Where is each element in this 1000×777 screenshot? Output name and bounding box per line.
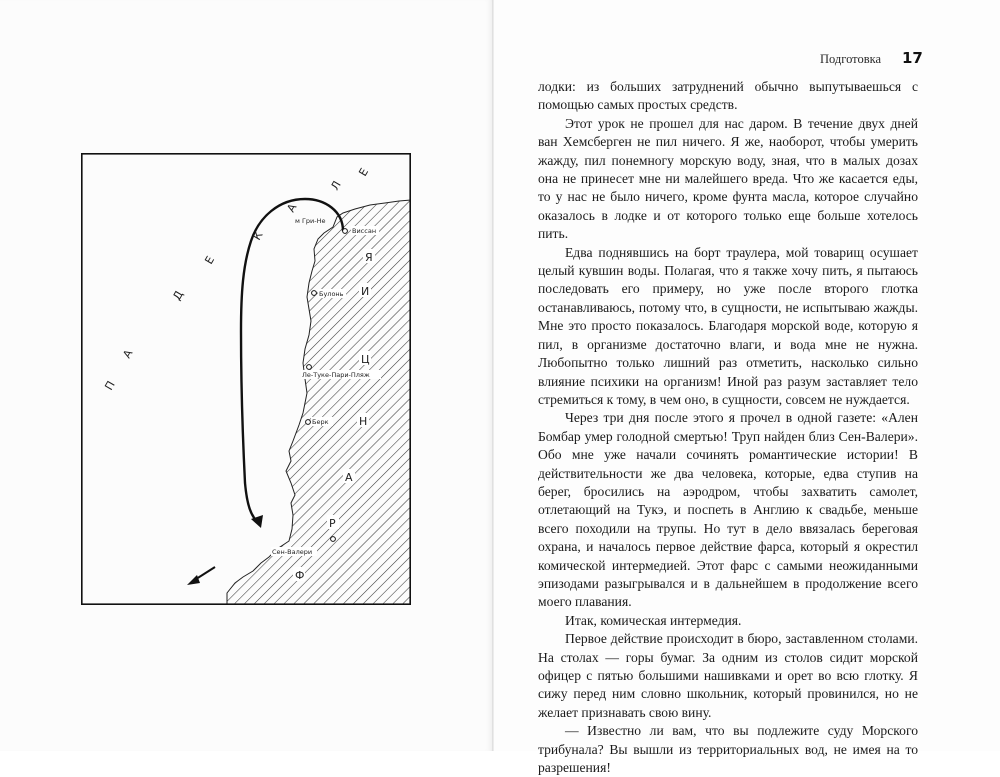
- label-saint-valery: Сен-Валери: [272, 548, 313, 556]
- land-letter: Р: [329, 517, 336, 530]
- paragraph: Первое действие происходит в бюро, заставленном столами. На столах — горы бумаг. За одним из столов сидит морской офицер с пятью большими нашивками и орет во всю глотку. Я сижу перед ним словно школьник, который провинился, но не желает признавать свою вину.: [538, 631, 918, 720]
- label-boulogne: Булонь: [319, 290, 344, 298]
- france-land: [227, 200, 411, 605]
- book-gutter: [492, 0, 494, 751]
- label-gris-nez: м Гри-Не: [295, 217, 326, 225]
- paragraph: Итак, комическая интермедия.: [565, 612, 742, 628]
- paragraph: Этот урок не прошел для нас даром. В течение двух дней ван Хемсберген не пил ничего. Я же, наоборот, чтобы умерить жажду, пил понемногу морскую воду, зная, что в малых дозах она не принесет мне ни малейшего вреда. Что же касается еды, то у нас не было ничего, кроме фунта масла, которое случайно оказалось в лодке и от которого только еще больше хотелось пить.: [538, 115, 918, 242]
- land-letter: И: [361, 285, 370, 298]
- sea-letter: Е: [202, 253, 218, 267]
- land-letter: Н: [359, 415, 368, 428]
- body-text: [538, 78, 918, 777]
- sea-letter: П: [102, 378, 118, 393]
- land-letter: А: [345, 471, 353, 484]
- label-le-touquet: Ле-Туке-Пари-Пляж: [302, 371, 370, 379]
- map-illustration: [81, 153, 411, 605]
- page-number: 17: [902, 49, 923, 67]
- sea-letter: Д: [170, 288, 186, 303]
- sea-letter: А: [284, 201, 300, 215]
- land-letter: Ф: [295, 569, 305, 582]
- label-berck: Берк: [312, 418, 329, 426]
- paragraph: лодки: из больших затруднений обычно выпутываешься с помощью самых простых средств.: [538, 79, 918, 113]
- land-letter: Ц: [361, 353, 370, 366]
- sea-letter: А: [120, 347, 136, 361]
- paragraph: Едва поднявшись на борт траулера, мой товарищ осушает целый кувшин воды. Полагая, что я также хочу пить, я пытаюсь последовать его примеру, но уже после второго глотка останавливаюсь, потому что, в сущности, не испытываю жажды. Мне это просто показалось. Благодаря морской воде, которую я пил, в организме достаточно влаги, и вода мне не нужна. Любопытно только лишний раз отметить, насколько сильно влияние психики на организм! Иной раз разум заставляет тело стремиться к тому, в чем оно, в сущности, совсем не нуждается.: [538, 244, 918, 407]
- sea-letter: Е: [356, 165, 372, 179]
- exit-arrow-icon: [187, 575, 200, 585]
- map-svg: [81, 153, 411, 605]
- paragraph: — Известно ли вам, что вы подлежите суду Морского трибунала? Вы вышли из территориальных вод, не имея на то разрешения!: [538, 723, 918, 776]
- land-letter: Я: [365, 251, 373, 264]
- sea-letter: К: [250, 229, 266, 243]
- running-head: Подготовка: [820, 52, 882, 66]
- sea-letter: Л: [328, 178, 344, 193]
- label-wissant: Виссан: [352, 227, 377, 235]
- paragraph: Через три дня после этого я прочел в одной газете: «Ален Бомбар умер голодной смертью! Труп найден близ Сен-Валери». Обо мне уже начали сочинять романтические истории! В действительности же два человека, которые, едва ступив на берег, бросились на аэродром, чтобы захватить самолет, отлетающий на Тукэ, и поспеть в Англию к свадьбе, меньше всего походили на трупы. Но тут в дело ввязалась береговая охрана, и началось первое действие фарса, который я окрестил комической интермедией. Этот фарс с самыми неожиданными эпизодами разыгрывался и в дальнейшем в продолжение всего моего плавания.: [538, 410, 918, 610]
